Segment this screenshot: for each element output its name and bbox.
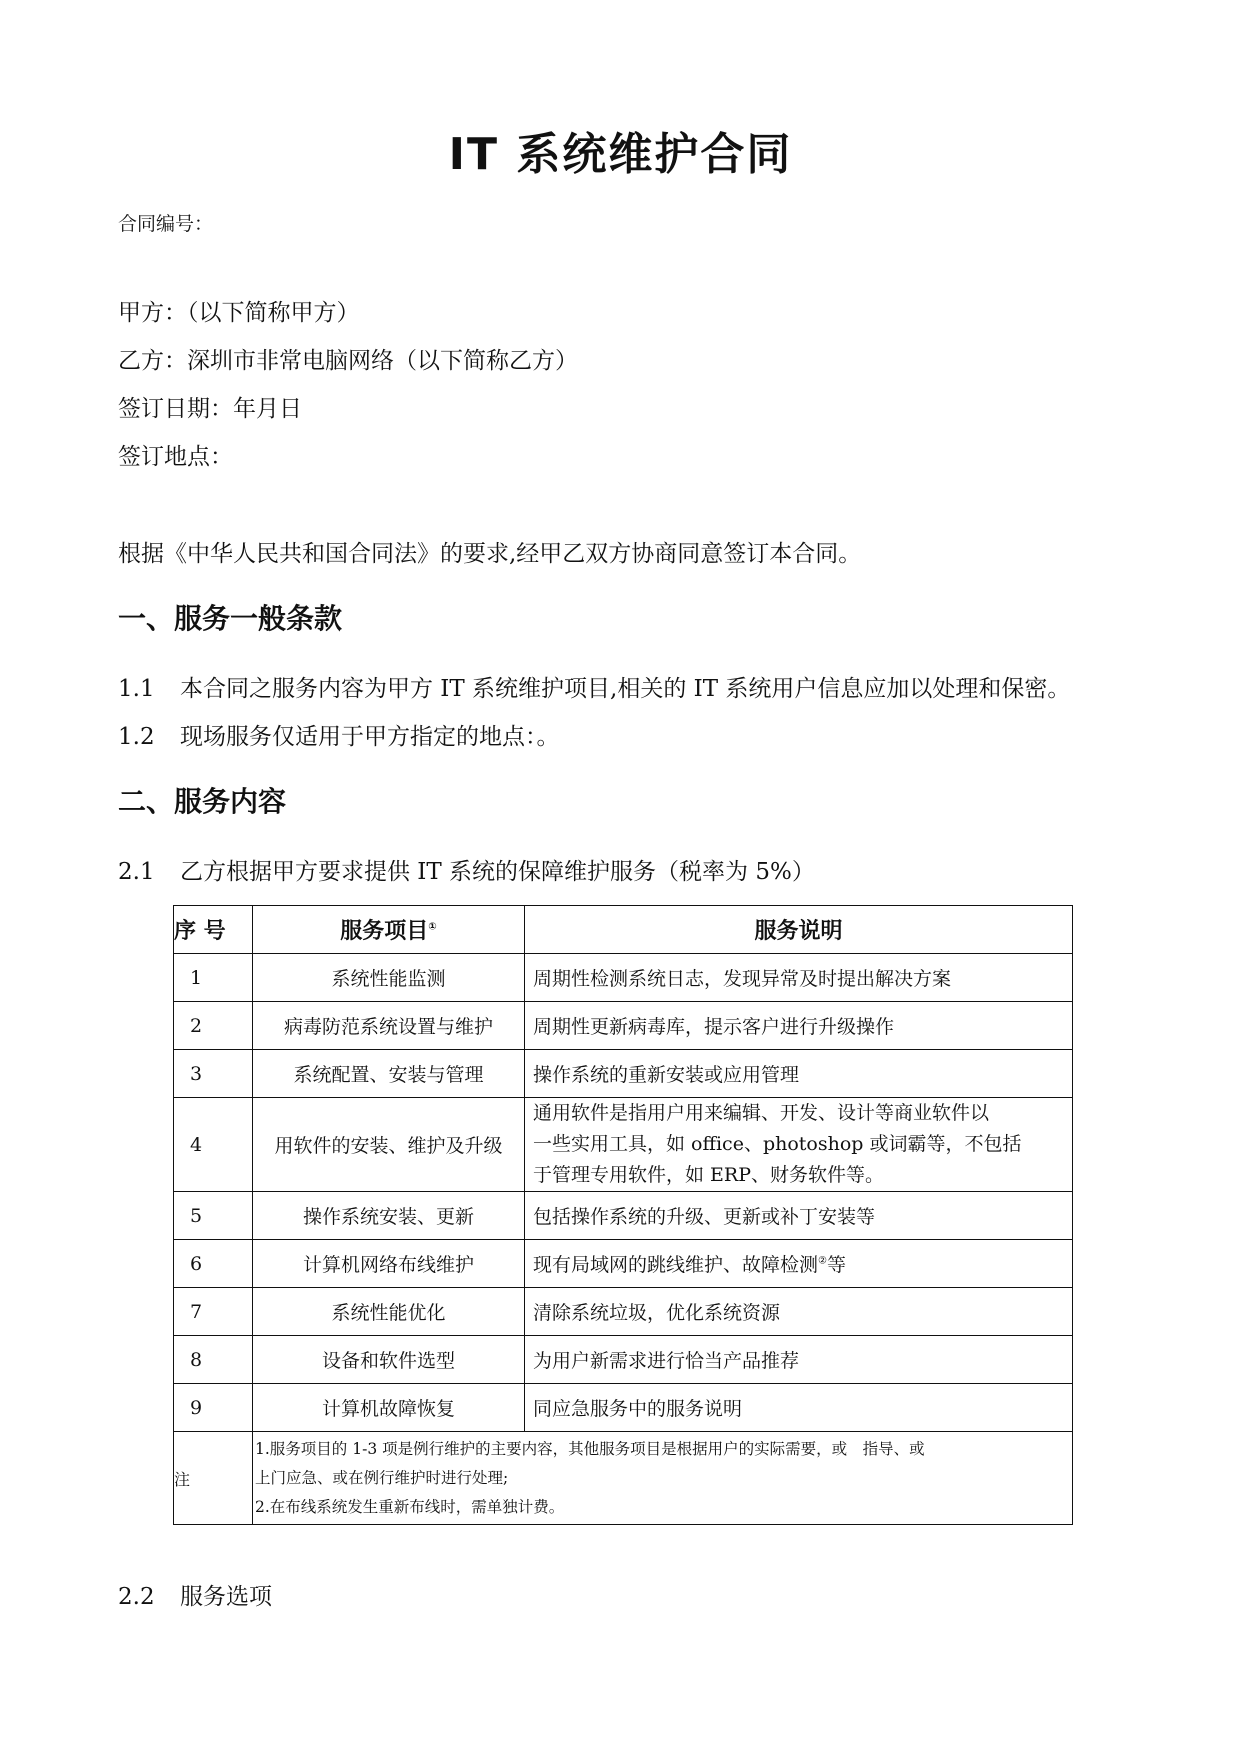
clause-1-2 <box>118 718 560 751</box>
row-item: 设备和软件选型 <box>253 1336 525 1384</box>
row-item: 系统配置、安装与管理 <box>253 1050 525 1098</box>
row-no: 3 <box>174 1050 253 1098</box>
note-label: 注 <box>174 1432 253 1525</box>
clause-number: 2.2 <box>118 1584 155 1610</box>
party-b: 乙方：深圳市非常电脑网络（以下简称乙方） <box>118 348 578 374</box>
sign-place: 签订地点： <box>118 444 233 470</box>
header-item-text: 服务项目 <box>340 919 429 944</box>
section-2-heading: 二、服务内容 <box>118 785 287 818</box>
contract-number-label: 合同编号： <box>118 213 214 235</box>
row-desc-line: 于管理专用软件，如 ERP、财务软件等。 <box>533 1164 884 1186</box>
note-line: 2.在布线系统发生重新布线时，需单独计费。 <box>255 1497 565 1516</box>
header-item <box>253 906 525 954</box>
sign-date: 签订日期：年月日 <box>118 396 302 422</box>
row-desc: 清除系统垃圾，优化系统资源 <box>525 1288 1073 1336</box>
row-item: 系统性能优化 <box>253 1288 525 1336</box>
clause-number: 2.1 <box>118 859 155 885</box>
clause-text: 服务选项 <box>180 1584 272 1610</box>
row-no: 7 <box>174 1288 253 1336</box>
row-desc-text: 现有局域网的跳线维护、故障检测 <box>533 1254 819 1276</box>
row-desc-suffix: 等 <box>826 1254 846 1276</box>
clause-1-1 <box>118 670 1070 703</box>
clause-text: 本合同之服务内容为甲方 IT 系统维护项目,相关的 IT 系统用户信息应加以处理和保密。 <box>180 676 1071 702</box>
row-desc <box>525 1098 1073 1192</box>
table-header-row <box>174 906 1073 954</box>
row-item: 操作系统安装、更新 <box>253 1192 525 1240</box>
row-desc: 为用户新需求进行恰当产品推荐 <box>525 1336 1073 1384</box>
row-no: 4 <box>174 1098 253 1192</box>
row-desc: 同应急服务中的服务说明 <box>525 1384 1073 1432</box>
row-item: 计算机网络布线维护 <box>253 1240 525 1288</box>
section-1-heading: 一、服务一般条款 <box>118 602 343 635</box>
table-row <box>174 1002 1073 1050</box>
clause-number: 1.1 <box>118 676 155 702</box>
note-line: 上门应急、或在例行维护时进行处理; <box>255 1468 509 1487</box>
row-no: 6 <box>174 1240 253 1288</box>
row-no: 1 <box>174 954 253 1002</box>
row-item: 用软件的安装、维护及升级 <box>253 1098 525 1192</box>
table-row <box>174 1240 1073 1288</box>
header-desc: 服务说明 <box>525 906 1073 954</box>
clause-2-2 <box>118 1578 272 1611</box>
header-no: 序 号 <box>174 906 253 954</box>
clause-text: 乙方根据甲方要求提供 IT 系统的保障维护服务（税率为 5%） <box>180 859 815 885</box>
table-note-row <box>174 1432 1073 1525</box>
table-row <box>174 1050 1073 1098</box>
row-desc-line: 一些实用工具，如 office、photoshop 或词霸等，不包括 <box>533 1133 1022 1155</box>
clause-number: 1.2 <box>118 724 155 750</box>
row-desc-line: 通用软件是指用户用来编辑、开发、设计等商业软件以 <box>533 1102 990 1124</box>
party-a: 甲方：（以下简称甲方） <box>118 300 360 326</box>
row-desc: 周期性更新病毒库，提示客户进行升级操作 <box>525 1002 1073 1050</box>
table-row <box>174 1288 1073 1336</box>
row-item: 系统性能监测 <box>253 954 525 1002</box>
note-content <box>253 1432 1073 1525</box>
row-desc: 包括操作系统的升级、更新或补丁安装等 <box>525 1192 1073 1240</box>
row-item: 病毒防范系统设置与维护 <box>253 1002 525 1050</box>
table-row <box>174 1384 1073 1432</box>
row-no: 8 <box>174 1336 253 1384</box>
row-no: 5 <box>174 1192 253 1240</box>
clause-2-1 <box>118 853 815 886</box>
table-row <box>174 1192 1073 1240</box>
note-line: 1.服务项目的 1-3 项是例行维护的主要内容，其他服务项目是根据用户的实际需要，或 指导、或 <box>255 1439 925 1458</box>
preamble: 根据《中华人民共和国合同法》的要求,经甲乙双方协商同意签订本合同。 <box>118 541 862 567</box>
table-row <box>174 954 1073 1002</box>
row-desc: 周期性检测系统日志，发现异常及时提出解决方案 <box>525 954 1073 1002</box>
row-no: 9 <box>174 1384 253 1432</box>
row-desc: 操作系统的重新安装或应用管理 <box>525 1050 1073 1098</box>
footnote-marker: ① <box>428 921 437 933</box>
table-row <box>174 1098 1073 1192</box>
table-row <box>174 1336 1073 1384</box>
document-title: IT 系统维护合同 <box>448 129 793 180</box>
clause-text: 现场服务仅适用于甲方指定的地点：。 <box>180 724 560 750</box>
footnote-marker: ② <box>818 1255 827 1267</box>
row-item: 计算机故障恢复 <box>253 1384 525 1432</box>
row-no: 2 <box>174 1002 253 1050</box>
row-desc <box>525 1240 1073 1288</box>
service-table <box>173 905 1073 1525</box>
